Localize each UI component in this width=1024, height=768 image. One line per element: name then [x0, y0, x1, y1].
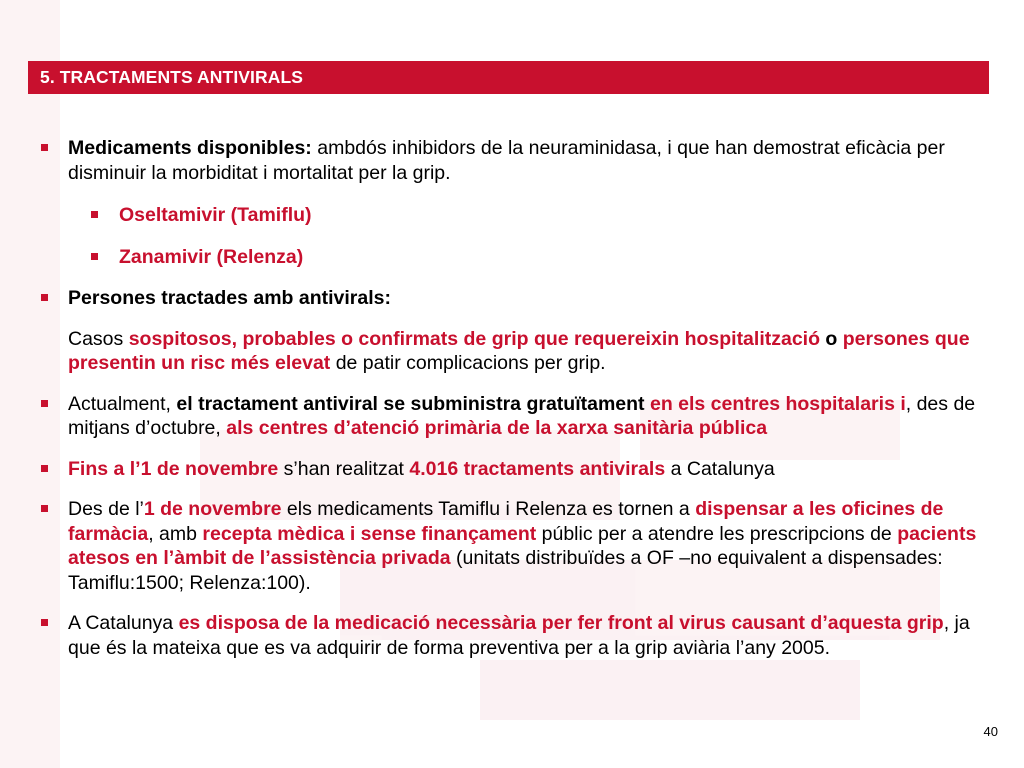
- item-red-text: Fins a l’1 de novembre: [68, 457, 279, 480]
- bullet-a-catalunya: [38, 611, 978, 660]
- bullet-actualment: [38, 392, 978, 441]
- item-red-text: 4.016 tractaments antivirals: [409, 457, 666, 480]
- square-bullet-icon: [41, 294, 48, 301]
- item-text: a Catalunya: [665, 457, 775, 480]
- sub-bullet-zanamivir: [38, 245, 978, 270]
- item-text: els medicaments Tamiflu i Relenza es tornen a: [281, 498, 696, 520]
- item-red-text: pacients atesos en l’àmbit de l’assistència privada: [68, 522, 977, 569]
- item-text: públic per a atendre les prescripcions de: [536, 522, 898, 545]
- item-text: Des de l’: [68, 498, 144, 520]
- bullet-fins-novembre: [38, 457, 978, 482]
- item-text: (unitats distribuïdes a OF –no equivalent a dispensades: Tamiflu:1500; Relenza:100).: [68, 547, 943, 594]
- item-red-text: Zanamivir (Relenza): [119, 245, 304, 268]
- page-number: 40: [983, 724, 998, 739]
- item-red-text: als centres d’atenció primària de la xarxa sanitària pública: [226, 417, 768, 439]
- square-bullet-icon: [41, 144, 48, 151]
- item-red-text: Oseltamivir (Tamiflu): [119, 204, 312, 226]
- item-text: , ja que és la mateixa que es va adquirir de forma preventiva per a la grip aviària l’any 2005.: [68, 612, 970, 659]
- square-bullet-icon: [41, 400, 48, 407]
- section-title-bar: [28, 61, 989, 94]
- item-text: Actualment,: [68, 392, 177, 415]
- item-text: A Catalunya: [68, 612, 179, 634]
- item-bold-text: el tractament antiviral se subministra gratuïtament: [176, 392, 645, 415]
- bullet-medicaments-disponibles: [38, 136, 978, 185]
- square-bullet-icon: [91, 211, 98, 218]
- item-text: , des de mitjans d’octubre,: [68, 392, 976, 439]
- item-text: ambdós inhibidors de la neuraminidasa, i que han demostrat eficàcia per disminuir la morbiditat i mortalitat per la grip.: [68, 137, 945, 184]
- slide-content: [38, 136, 978, 660]
- square-bullet-icon: [41, 465, 48, 472]
- square-bullet-icon: [41, 505, 48, 512]
- item-text: Casos: [68, 327, 129, 350]
- item-red-text: dispensar a les oficines de farmàcia: [68, 498, 944, 545]
- item-red-text: en els centres hospitalaris i: [649, 392, 906, 415]
- item-bold-text: Medicaments disponibles:: [68, 137, 312, 159]
- item-text: s’han realitzat: [278, 457, 410, 480]
- item-red-text: sospitosos, probables o confirmats de grip que requereixin hospitalització: [128, 327, 821, 350]
- item-bold-text: Persones tractades amb antivirals:: [68, 287, 391, 309]
- sub-bullet-oseltamivir: [38, 203, 978, 228]
- section-title: 5. TRACTAMENTS ANTIVIRALS: [40, 67, 304, 87]
- item-red-text: es disposa de la medicació necessària per fer front al virus causant d’aquesta grip: [178, 612, 944, 634]
- item-red-text: 1 de novembre: [143, 498, 282, 520]
- bullet-persones-tractades: [38, 286, 978, 311]
- square-bullet-icon: [41, 619, 48, 626]
- square-bullet-icon: [91, 253, 98, 260]
- item-bold-text: o: [820, 327, 843, 350]
- item-red-text: persones que presentin un risc més elevat: [68, 327, 970, 374]
- paragraph-casos: [38, 327, 978, 376]
- bullet-des-de-novembre: [38, 497, 978, 595]
- item-text: de patir complicacions per grip.: [330, 352, 606, 374]
- item-red-text: recepta mèdica i sense finançament: [202, 522, 537, 545]
- item-text: , amb: [148, 522, 203, 545]
